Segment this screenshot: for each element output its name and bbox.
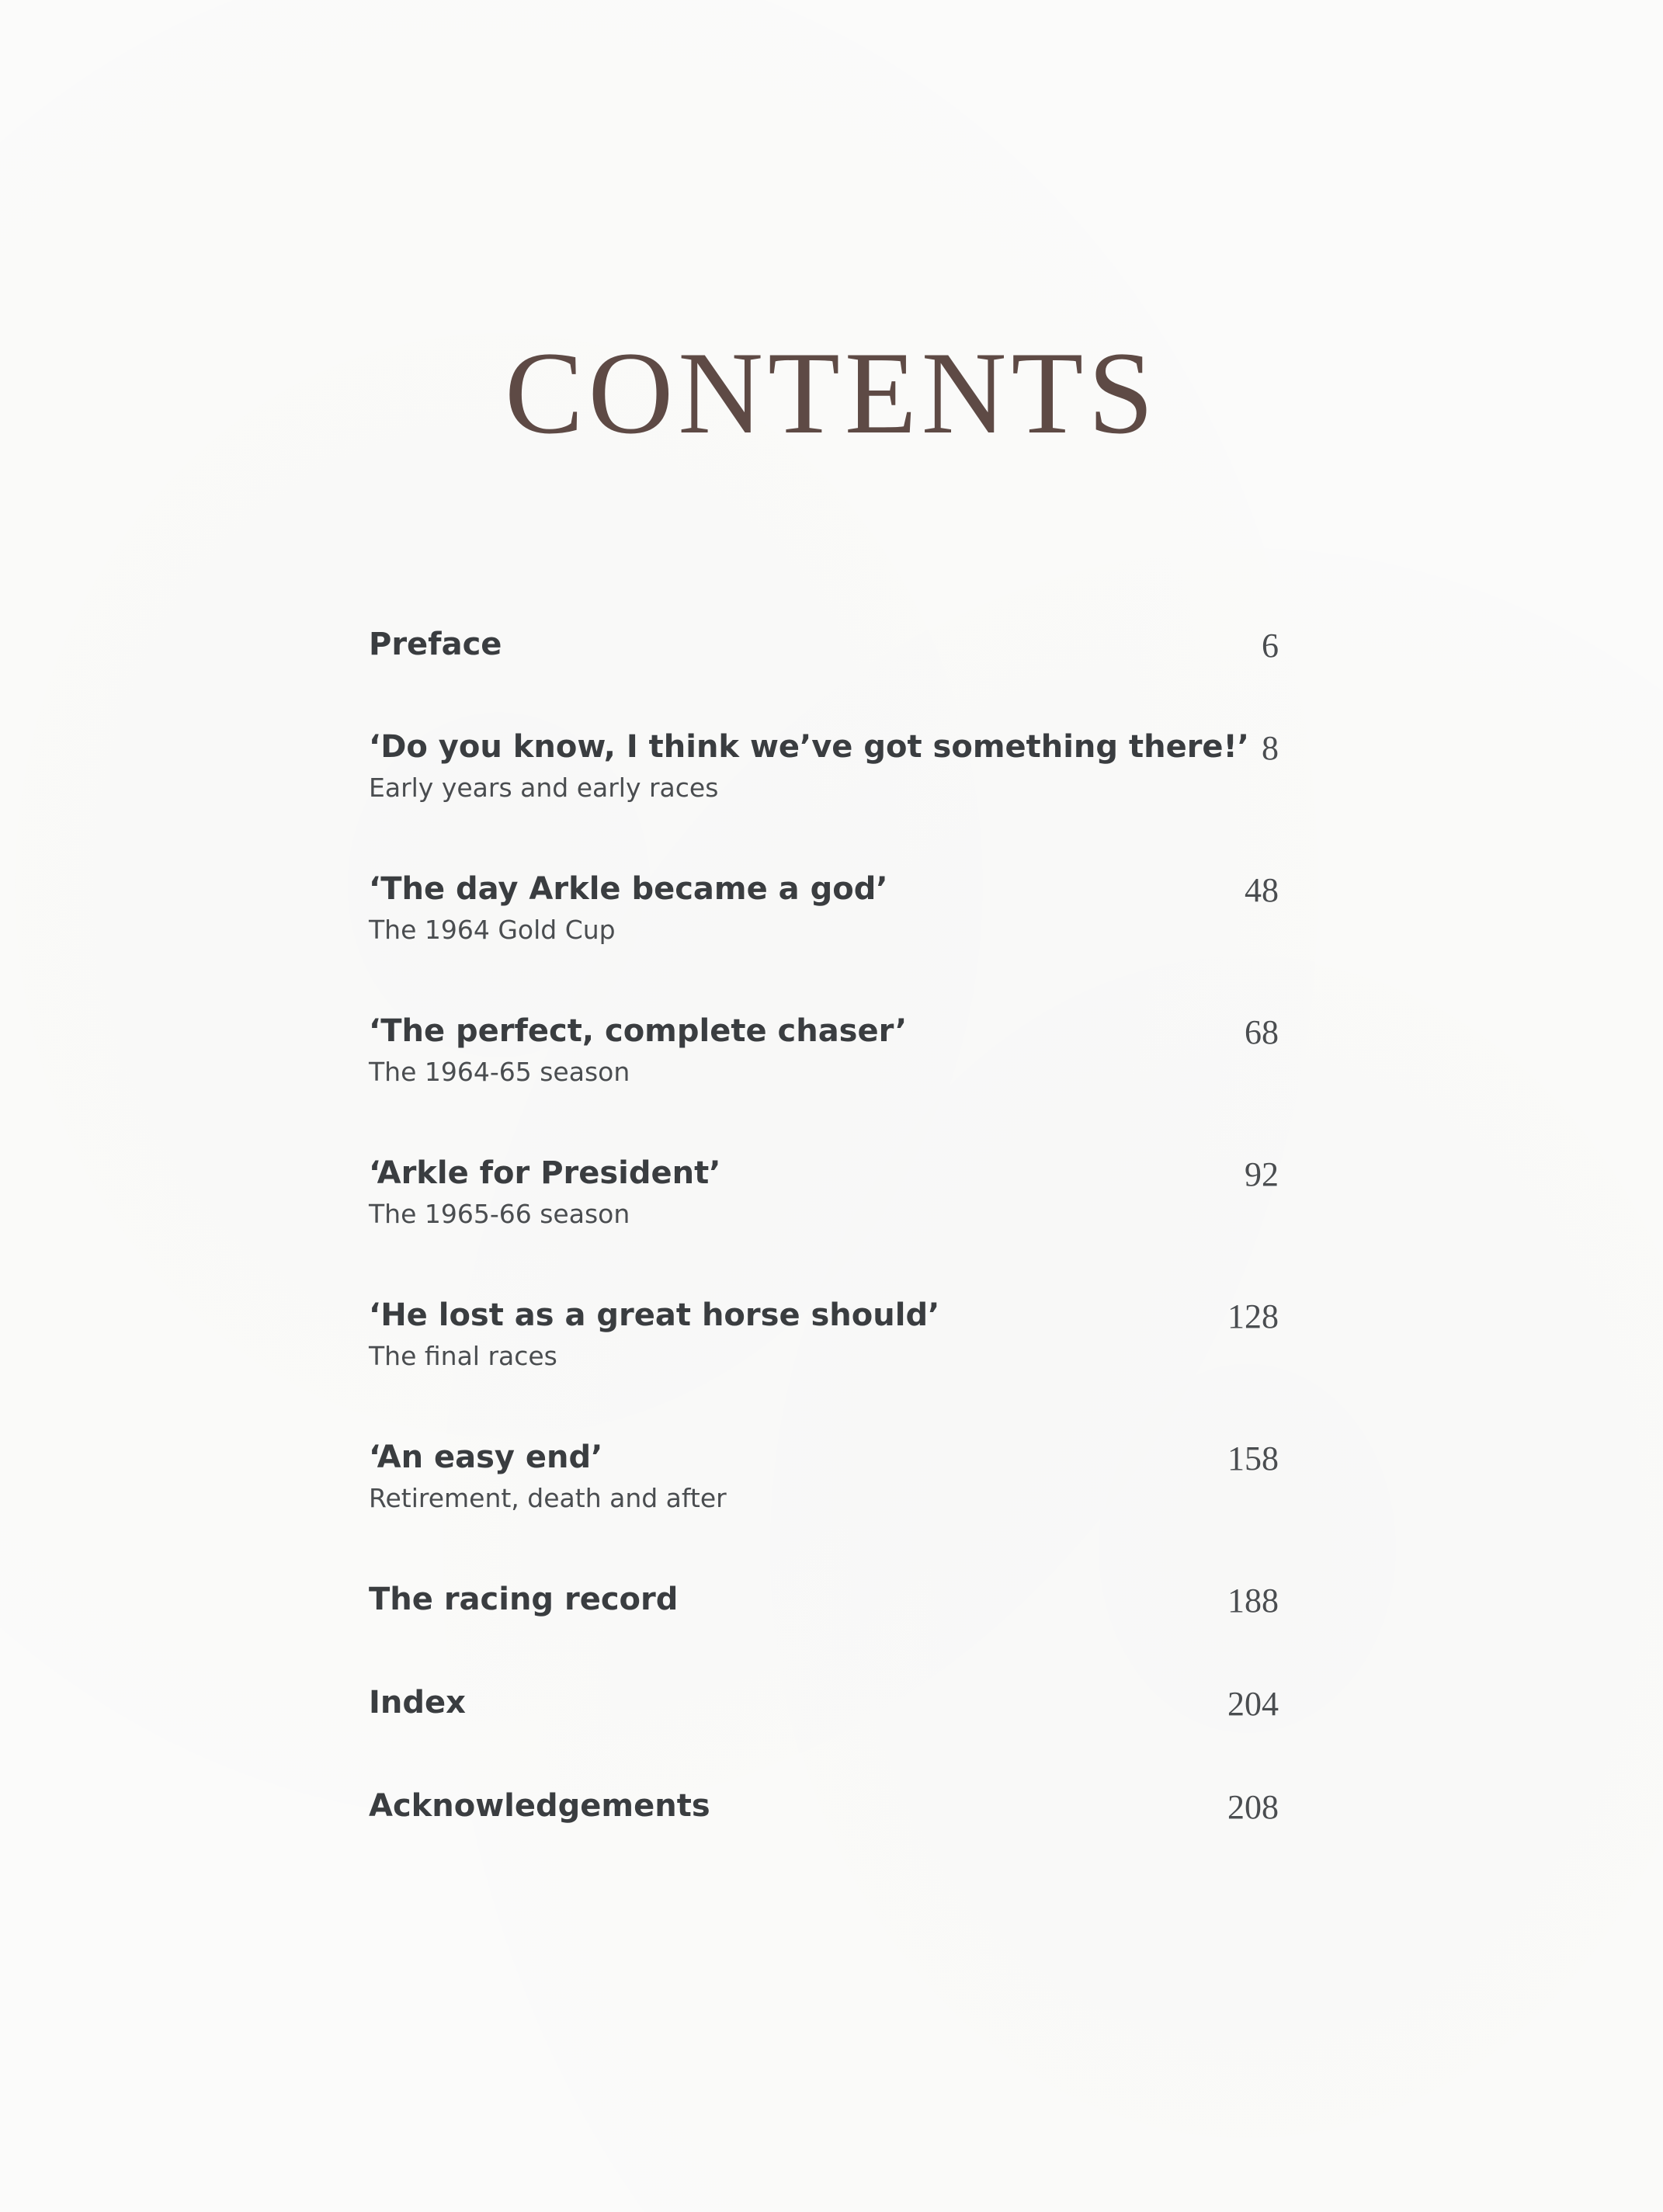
toc-entry-title: The racing record <box>369 1582 679 1617</box>
toc-entry-subtitle: Retirement, death and after <box>369 1483 727 1513</box>
toc-entry-page-number: 204 <box>1227 1685 1279 1723</box>
toc-entry-page-number: 158 <box>1227 1439 1279 1478</box>
page-title: CONTENTS <box>505 328 1158 458</box>
toc-entry-title: Preface <box>369 627 502 662</box>
toc-entry-title: ‘The day Arkle became a god’ <box>369 871 888 907</box>
toc-entry-subtitle: The final races <box>369 1341 557 1371</box>
toc-entry-title: Index <box>369 1685 466 1721</box>
toc-entry-title: ‘Arkle for President’ <box>369 1155 721 1191</box>
toc-entry-title: ‘The perfect, complete chaser’ <box>369 1013 908 1049</box>
toc-entry-page-number: 48 <box>1245 871 1279 909</box>
toc-entry-title: Acknowledgements <box>369 1788 710 1824</box>
toc-entry-page-number: 92 <box>1245 1155 1279 1193</box>
toc-entry-title: ‘He lost as a great horse should’ <box>369 1297 940 1333</box>
toc-entry-title: ‘An easy end’ <box>369 1439 603 1475</box>
toc-entry-page-number: 188 <box>1227 1582 1279 1620</box>
toc-entry-page-number: 128 <box>1227 1297 1279 1335</box>
toc-entry-subtitle: The 1964 Gold Cup <box>369 915 616 945</box>
toc-entry-subtitle: Early years and early races <box>369 773 719 803</box>
toc-entry-page-number: 8 <box>1262 729 1279 767</box>
toc-entry-page-number: 208 <box>1227 1788 1279 1826</box>
toc-entry-subtitle: The 1965-66 season <box>369 1199 630 1229</box>
toc-entry-page-number: 6 <box>1262 627 1279 665</box>
toc-entry-subtitle: The 1964-65 season <box>369 1057 630 1087</box>
toc-entry-title: ‘Do you know, I think we’ve got something there!’ <box>369 729 1249 765</box>
toc-entry-page-number: 68 <box>1245 1013 1279 1051</box>
